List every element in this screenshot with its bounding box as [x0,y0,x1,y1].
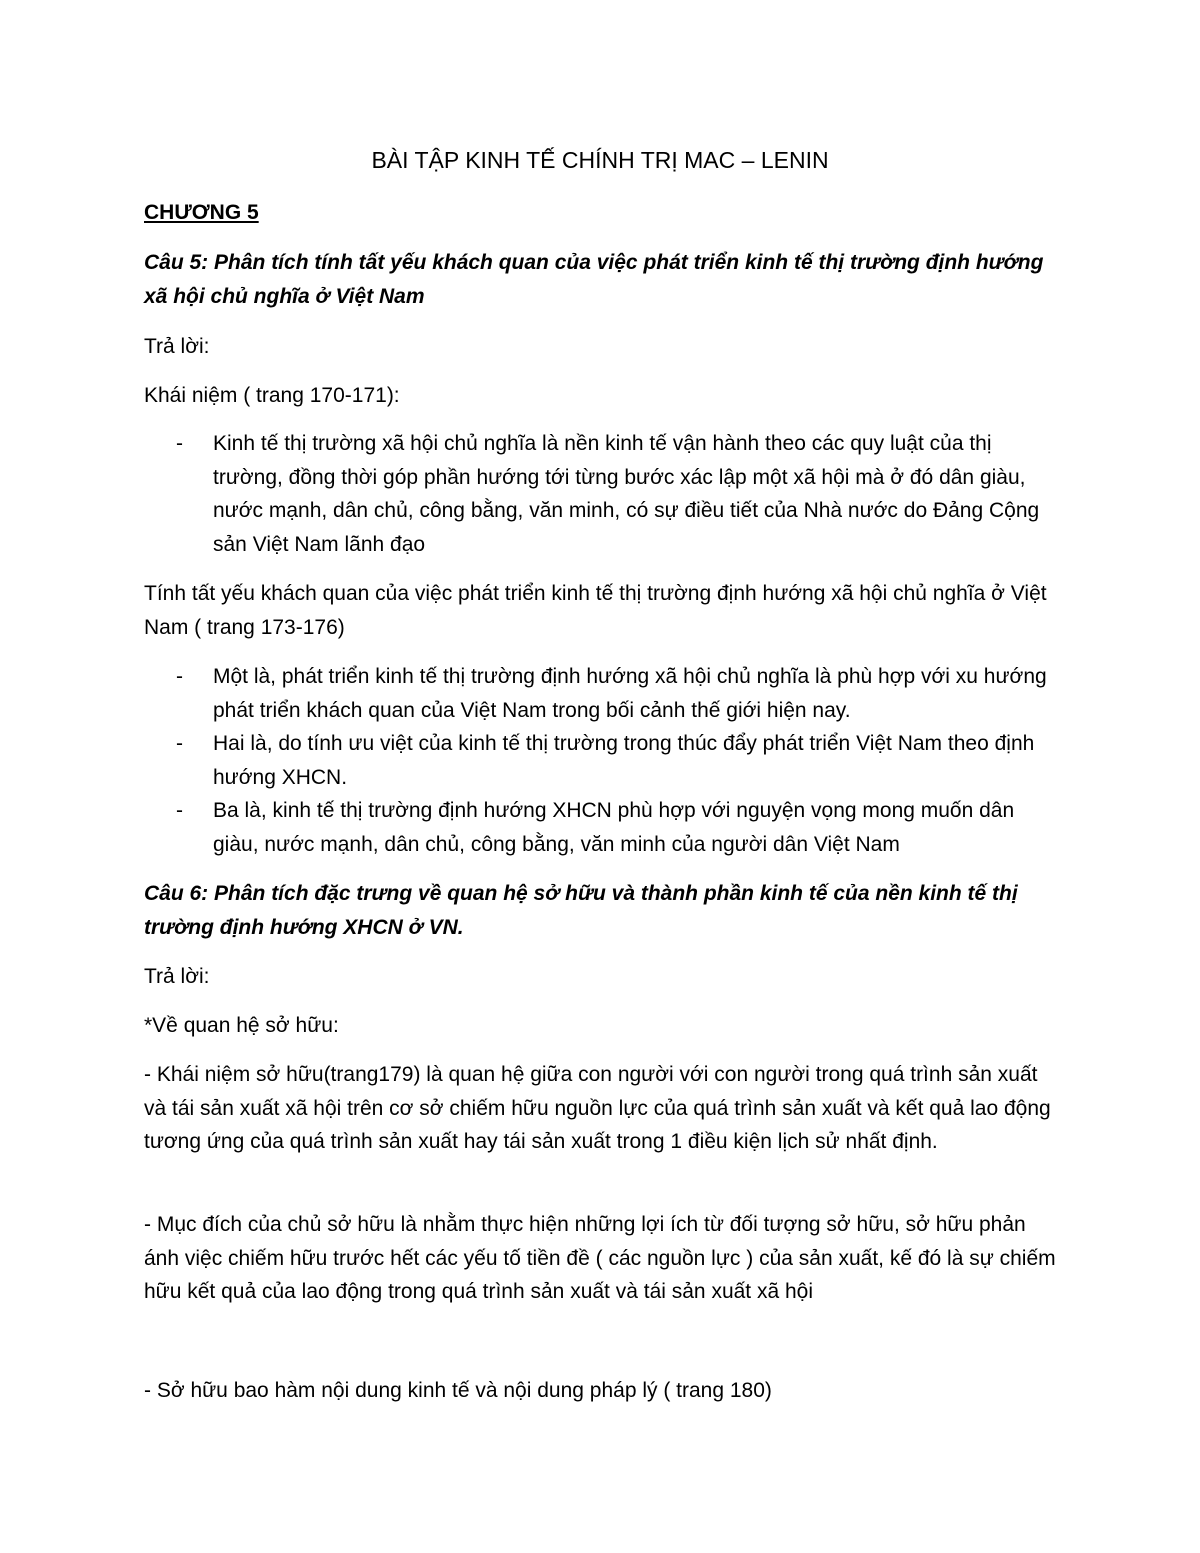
bullet-text: Ba là, kinh tế thị trường định hướng XHCN phù hợp với nguyện vọng mong muốn dân giàu, nước mạnh, dân chủ, công bằng, văn minh của người dân Việt Nam [213,799,1015,856]
bullet-marker: - [176,432,183,455]
necessity-heading: Tính tất yếu khách quan của việc phát triển kinh tế thị trường định hướng xã hội chủ nghĩa ở Việt Nam ( trang 173-176) [144,582,1047,639]
bullet-text: Kinh tế thị trường xã hội chủ nghĩa là nền kinh tế vận hành theo các quy luật của thị trường, đồng thời góp phần hướng tới từng bước xác lập một xã hội mà ở đó dân giàu, nước mạnh, dân chủ, công bằng, văn minh, có sự điều tiết của Nhà nước do Đảng Cộng sản Việt Nam lãnh đạo [213,432,1040,556]
bullet-marker: - [176,799,183,822]
bullet-marker: - [176,665,183,688]
answer-label-q5: Trả lời: [144,335,210,358]
ownership-paragraph-2: - Mục đích của chủ sở hữu là nhằm thực hiện những lợi ích từ đối tượng sở hữu, sở hữu phản ánh việc chiếm hữu trước hết các yếu tố tiền đề ( các nguồn lực ) của sản xuất, kế đó là sự chiếm hữu kết quả của lao động trong quá trình sản xuất và tái sản xuất xã hội [144,1213,1056,1303]
list-item [144,427,1064,561]
chapter-heading: CHƯƠNG 5 [144,201,259,224]
concept-heading: Khái niệm ( trang 170-171): [144,384,400,407]
necessity-bullet-list [144,660,1064,861]
ownership-heading: *Về quan hệ sở hữu: [144,1014,339,1037]
answer-label-q6: Trả lời: [144,965,210,988]
ownership-paragraph-1: - Khái niệm sở hữu(trang179) là quan hệ giữa con người với con người trong quá trình sản xuất và tái sản xuất xã hội trên cơ sở chiếm hữu nguồn lực của quá trình sản xuất và kết quả lao động tương ứng của quá trình sản xuất hay tái sản xuất trong 1 điều kiện lịch sử nhất định. [144,1063,1051,1153]
bullet-text: Một là, phát triển kinh tế thị trường định hướng xã hội chủ nghĩa là phù hợp với xu hướng phát triển khách quan của Việt Nam trong bối cảnh thế giới hiện nay. [213,665,1047,722]
list-item [144,794,1064,861]
list-item [144,660,1064,727]
ownership-paragraph-3: - Sở hữu bao hàm nội dung kinh tế và nội dung pháp lý ( trang 180) [144,1379,772,1402]
document-title: BÀI TẬP KINH TẾ CHÍNH TRỊ MAC – LENIN [371,147,829,173]
concept-bullet-list [144,427,1064,561]
list-item [144,727,1064,794]
question-6: Câu 6: Phân tích đặc trưng về quan hệ sở hữu và thành phần kinh tế của nền kinh tế thị trường định hướng XHCN ở VN. [144,882,1018,939]
bullet-text: Hai là, do tính ưu việt của kinh tế thị trường trong thúc đẩy phát triển Việt Nam theo định hướng XHCN. [213,732,1035,789]
bullet-marker: - [176,732,183,755]
question-5: Câu 5: Phân tích tính tất yếu khách quan của việc phát triển kinh tế thị trường định hướng xã hội chủ nghĩa ở Việt Nam [144,251,1044,308]
